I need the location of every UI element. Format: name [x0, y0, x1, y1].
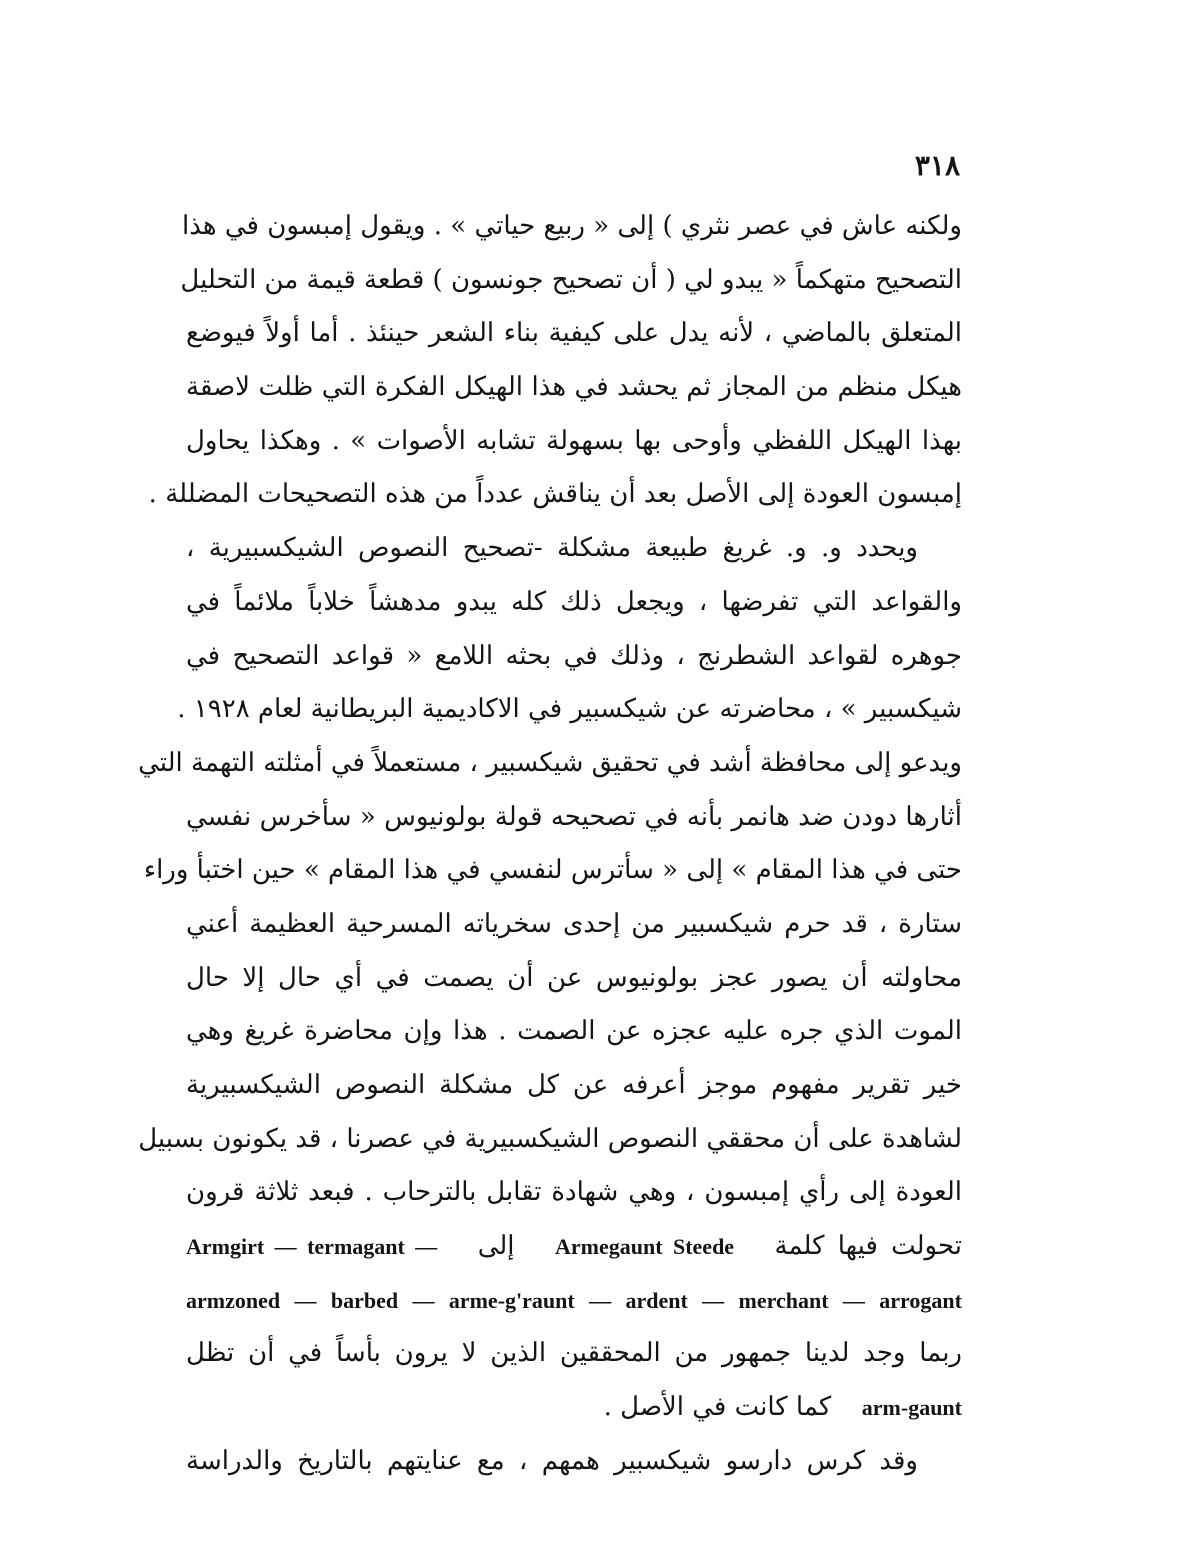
- paragraph-start-line: وقد كرس دارسو شيكسبير همهم ، مع عنايتهم بالتاريخ والدراسة: [186, 1445, 918, 1476]
- final-arabic-text: كما كانت في الأصل .: [603, 1392, 832, 1423]
- page-number: ٣١٨: [914, 149, 960, 182]
- text-line: المتعلق بالماضي ، لأنه يدل على كيفية بناء الشعر حينئذ . أما أولاً فيوضع: [186, 318, 962, 349]
- mixed-language-line: [186, 1220, 962, 1274]
- text-line: بهذا الهيكل اللفظي وأوحى بها بسهولة تشابه الأصوات » . وهكذا يحاول: [186, 425, 962, 456]
- body-text: [138, 200, 962, 1489]
- text-line: هيكل منظم من المجاز ثم يحشد في هذا الهيكل الفكرة التي ظلت لاصقة: [186, 372, 962, 403]
- text-line: ولكنه عاش في عصر نثري ) إلى « ربيع حياتي » . ويقول إمبسون في هذا: [182, 211, 962, 241]
- paragraph-start-line: ويحدد و. و. غريغ طبيعة مشكلة -تصحيح النصوص الشيكسبيرية ،: [186, 533, 918, 564]
- text-line: جوهره لقواعد الشطرنج ، وذلك في بحثه اللامع « قواعد التصحيح في: [186, 640, 962, 671]
- text-line: التصحيح متهكماً « يبدو لي ( أن تصحيح جونسون ) قطعة قيمة من التحليل: [180, 264, 962, 295]
- mixed-language-line-final: [186, 1381, 962, 1435]
- text-line: لشاهدة على أن محققي النصوص الشيكسبيرية في عصرنا ، قد يكونون بسبيل: [138, 1123, 962, 1154]
- text-line: ربما وجد لدينا جمهور من المحققين الذين لا يرون بأساً في أن تظل: [186, 1338, 962, 1369]
- text-line: والقواعد التي تفرضها ، ويجعل ذلك كله يبدو مدهشاً خلاباً ملائماً في: [186, 586, 962, 617]
- text-line: خير تقرير مفهوم موجز أعرفه عن كل مشكلة النصوص الشيكسبيرية: [186, 1070, 962, 1100]
- final-latin-word: arm-gaunt: [861, 1395, 962, 1421]
- mixed-latin-1: Armegaunt Steede: [554, 1234, 735, 1260]
- text-line: إمبسون العودة إلى الأصل بعد أن يناقش عدداً من هذه التصحيحات المضللة .: [148, 479, 962, 510]
- text-line: الموت الذي جره عليه عجزه عن الصمت . هذا وإن محاضرة غريغ وهي: [186, 1016, 962, 1047]
- text-line: العودة إلى رأي إمبسون ، وهي شهادة تقابل بالترحاب . فبعد ثلاثة قرون: [186, 1177, 962, 1208]
- mixed-arabic-1: تحولت فيها كلمة: [774, 1231, 962, 1262]
- text-line: ستارة ، قد حرم شيكسبير من إحدى سخرياته المسرحية العظيمة أعني: [186, 908, 962, 939]
- mixed-latin-2: Armgirt — termagant —: [186, 1234, 438, 1260]
- text-line: ويدعو إلى محافظة أشد في تحقيق شيكسبير ، مستعملاً في أمثلته التهمة التي: [138, 747, 962, 778]
- latin-word-list-line: armzoned — barbed — arme-g'raunt — ardent — merchant — arrogant: [186, 1287, 962, 1313]
- text-line: أثارها دودن ضد هانمر بأنه في تصحيحه قولة بولونيوس « سأخرس نفسي: [186, 801, 962, 832]
- text-line: حتى في هذا المقام » إلى « سأترس لنفسي في هذا المقام » حين اختبأ وراء: [143, 855, 962, 886]
- text-line: محاولته أن يصور عجز بولونيوس عن أن يصمت في أي حال إلا حال: [186, 962, 962, 993]
- mixed-arabic-2: إلى: [477, 1231, 515, 1262]
- text-line: شيكسبير » ، محاضرته عن شيكسبير في الاكاديمية البريطانية لعام ١٩٢٨ .: [177, 694, 962, 725]
